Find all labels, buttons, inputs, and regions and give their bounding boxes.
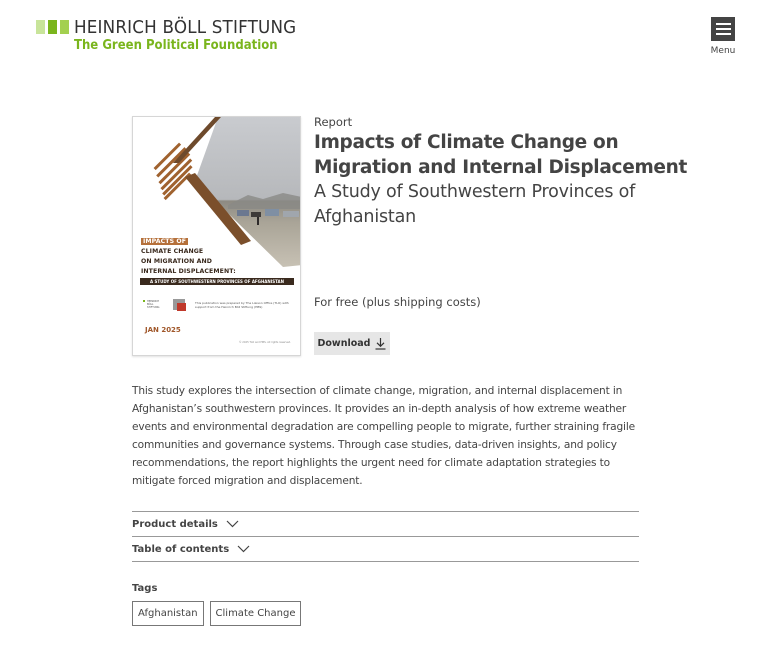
cover-title-line: ON MIGRATION AND — [141, 258, 213, 265]
cover-title-line: IMPACTS OF — [143, 238, 187, 245]
download-arrow-icon — [375, 337, 386, 350]
accordion-label: Product details — [132, 518, 218, 530]
chevron-down-icon — [237, 545, 250, 553]
cover-title-line: CLIMATE CHANGE — [141, 248, 204, 255]
cover-note: This publication was prepared by The Liaison Office (TLO) with support from the Heinrich Böll Stiftung (HBS) — [195, 301, 289, 309]
download-button[interactable] — [314, 332, 390, 355]
price-info: For free (plus shipping costs) — [314, 295, 481, 309]
chevron-down-icon — [226, 520, 239, 528]
menu-button[interactable] — [710, 17, 736, 56]
cover-copyright: © 2025 TLO and HBS. All rights reserved. — [239, 341, 291, 344]
cover-artwork — [133, 117, 301, 356]
logo-title: HEINRICH BÖLL STIFTUNG — [74, 17, 297, 38]
publication-description: This study explores the intersection of climate change, migration, and internal displacement in Afghanistan’s southwestern provinces. It provides an in-depth analysis of how extreme weather events and environmental degradation are compelling people to migrate, further straining fragile communities and governance systems. Through case studies, data-driven insights, and policy recommendations, the report highlights the urgent need for climate adaptation strategies to mitigate forced migration and displacement. — [132, 385, 635, 488]
accordion-product-details[interactable] — [132, 511, 639, 536]
divider — [132, 561, 639, 562]
logo-squares-icon — [36, 20, 69, 34]
menu-label: Menu — [710, 46, 736, 56]
tag-climate-change[interactable]: Climate Change — [210, 601, 302, 626]
publication-title: Impacts of Climate Change on Migration and Internal Displacement — [314, 132, 688, 178]
logo-subtitle: The Green Political Foundation — [74, 38, 278, 53]
cover-title-line: INTERNAL DISPLACEMENT: — [141, 268, 236, 275]
cover-hbs-logo-icon: HEINRICH BÖLL STIFTUNG — [143, 300, 157, 312]
publication-subtitle: A Study of Southwestern Provinces of Afghanistan — [314, 182, 636, 227]
publication-cover-image — [132, 116, 301, 356]
publication-type: Report — [314, 115, 353, 129]
cover-tlo-logo-icon — [173, 299, 185, 310]
hamburger-icon — [711, 17, 735, 41]
tags-heading: Tags — [132, 583, 158, 594]
accordion-label: Table of contents — [132, 543, 230, 555]
cover-date: JAN 2025 — [145, 326, 181, 334]
accordion-table-of-contents[interactable] — [132, 536, 639, 561]
tag-list — [132, 601, 301, 626]
tag-afghanistan[interactable]: Afghanistan — [132, 601, 204, 626]
cover-subtitle: A STUDY OF SOUTHWESTERN PROVINCES OF AFGHANISTAN — [140, 278, 294, 285]
download-label: Download — [317, 338, 371, 349]
